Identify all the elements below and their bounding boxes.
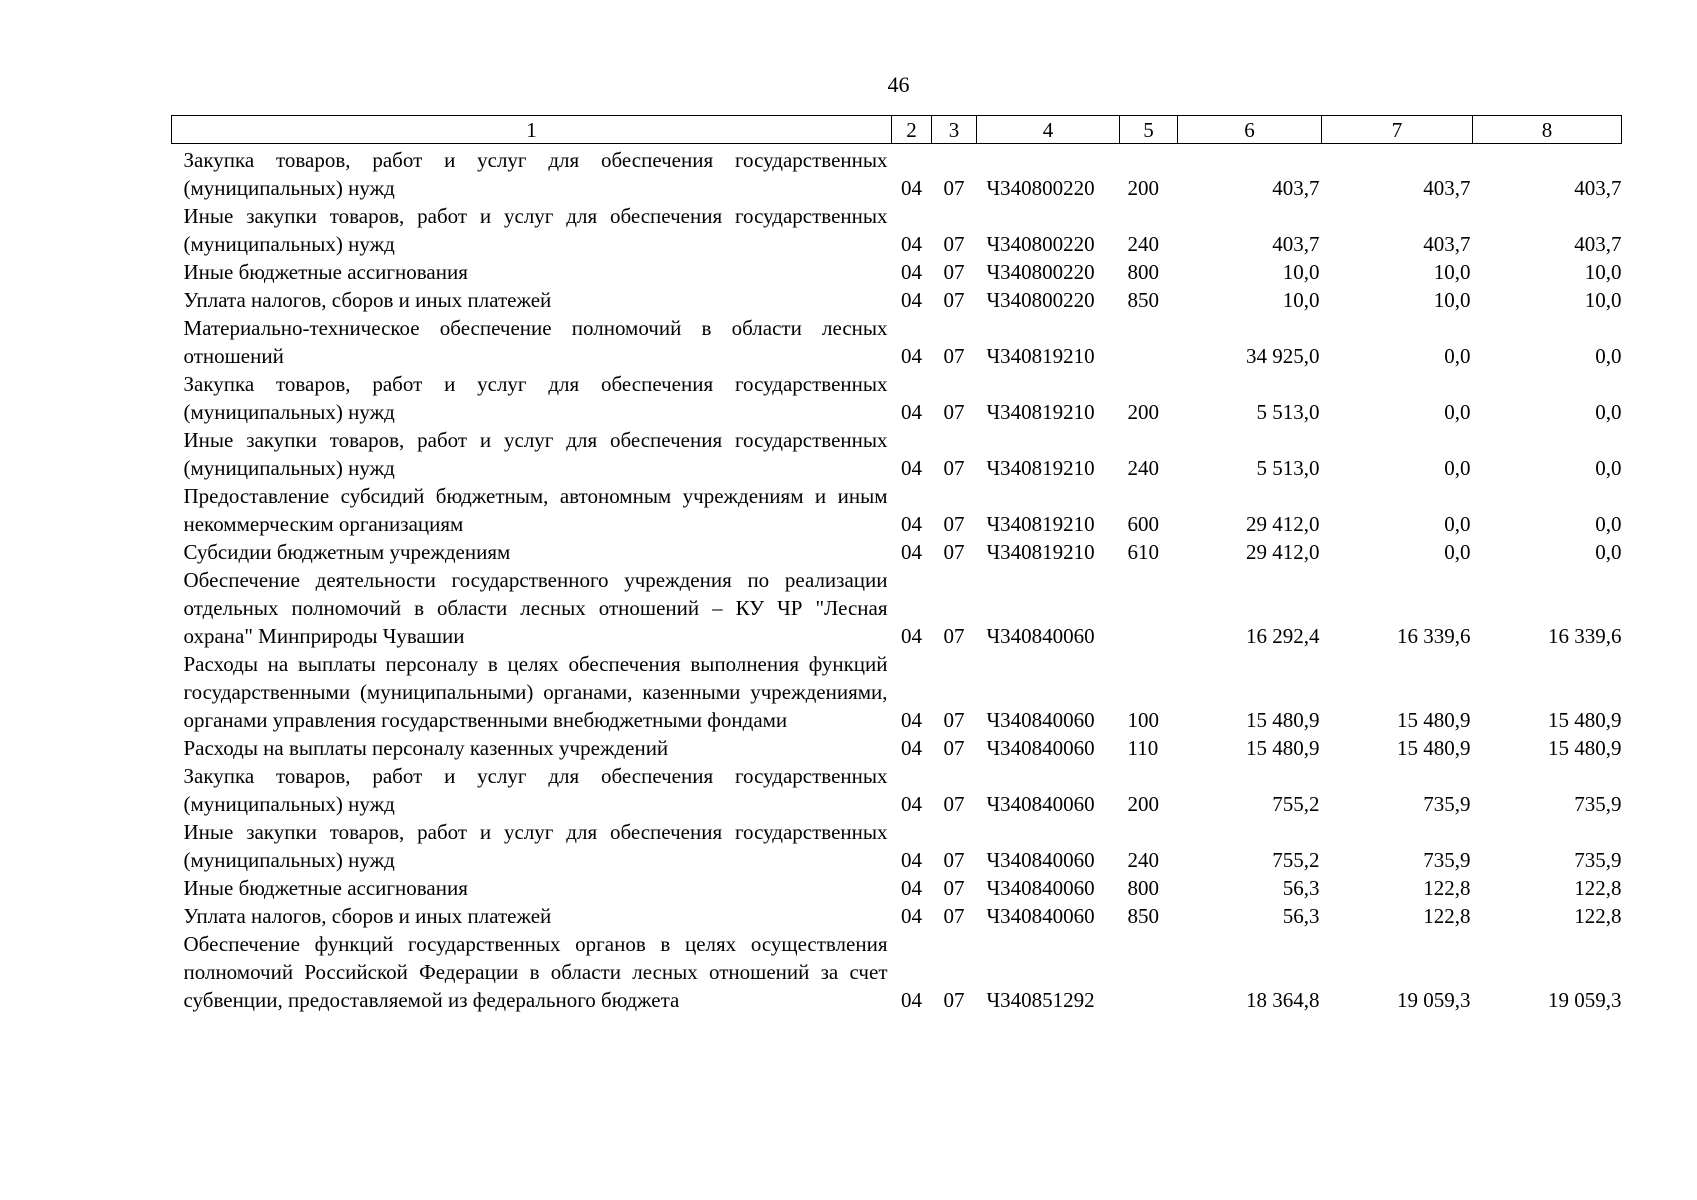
amount-column-6: 755,2 bbox=[1272, 792, 1320, 816]
section-code: 04 bbox=[901, 456, 922, 480]
subsection-code: 07 bbox=[943, 792, 965, 816]
expense-type-code: 800 bbox=[1127, 876, 1159, 900]
expense-type-code: 100 bbox=[1127, 708, 1159, 732]
row-description: Обеспечение функций государственных органов в целях осуществления полномочий Российской Федерации в области лесных отношений за счет субвенции, предоставляемой из федерального бюджета bbox=[183, 932, 888, 1012]
amount-column-8: 0,0 bbox=[1595, 456, 1622, 480]
section-code: 04 bbox=[901, 400, 922, 424]
amount-column-7: 403,7 bbox=[1423, 176, 1471, 200]
budget-table bbox=[171, 115, 1622, 1014]
row-description: Обеспечение деятельности государственного учреждения по реализации отдельных полномочий в области лесных отношений – КУ ЧР "Лесная охрана" Минприроды Чувашии bbox=[183, 568, 888, 648]
amount-column-7: 0,0 bbox=[1444, 540, 1471, 564]
amount-column-6: 56,3 bbox=[1282, 904, 1320, 928]
amount-column-7: 0,0 bbox=[1444, 456, 1471, 480]
expense-type-code: 600 bbox=[1127, 512, 1159, 536]
row-description: Иные закупки товаров, работ и услуг для обеспечения государственных (муниципальных) нужд bbox=[183, 204, 888, 256]
section-code: 04 bbox=[901, 344, 922, 368]
subsection-code: 07 bbox=[943, 540, 965, 564]
amount-column-8: 0,0 bbox=[1595, 512, 1622, 536]
target-article-code: Ч340840060 bbox=[986, 736, 1095, 760]
target-article-code: Ч340840060 bbox=[986, 792, 1095, 816]
target-article-code: Ч340840060 bbox=[986, 904, 1095, 928]
table-row bbox=[172, 734, 1622, 762]
subsection-code: 07 bbox=[943, 288, 965, 312]
section-code: 04 bbox=[901, 624, 922, 648]
target-article-code: Ч340800220 bbox=[986, 232, 1095, 256]
subsection-code: 07 bbox=[943, 176, 965, 200]
target-article-code: Ч340819210 bbox=[986, 512, 1095, 536]
amount-column-7: 735,9 bbox=[1423, 848, 1471, 872]
row-description: Субсидии бюджетным учреждениям bbox=[183, 540, 511, 564]
row-description: Предоставление субсидий бюджетным, автономным учреждениям и иным некоммерческим организациям bbox=[183, 484, 888, 536]
target-article-code: Ч340800220 bbox=[986, 288, 1095, 312]
amount-column-8: 10,0 bbox=[1584, 260, 1622, 284]
table-row bbox=[172, 930, 1622, 1014]
expense-type-code: 200 bbox=[1127, 176, 1159, 200]
table-row bbox=[172, 762, 1622, 818]
table-row bbox=[172, 426, 1622, 482]
target-article-code: Ч340800220 bbox=[986, 260, 1095, 284]
table-row bbox=[172, 482, 1622, 538]
row-description: Закупка товаров, работ и услуг для обеспечения государственных (муниципальных) нужд bbox=[183, 372, 888, 424]
amount-column-8: 15 480,9 bbox=[1548, 708, 1622, 732]
target-article-code: Ч340819210 bbox=[986, 344, 1095, 368]
section-code: 04 bbox=[901, 792, 922, 816]
amount-column-6: 29 412,0 bbox=[1246, 540, 1320, 564]
section-code: 04 bbox=[901, 708, 922, 732]
amount-column-7: 19 059,3 bbox=[1397, 988, 1471, 1012]
section-code: 04 bbox=[901, 904, 922, 928]
subsection-code: 07 bbox=[943, 736, 965, 760]
expense-type-code: 200 bbox=[1127, 792, 1159, 816]
amount-column-6: 56,3 bbox=[1282, 876, 1320, 900]
amount-column-7: 10,0 bbox=[1433, 260, 1471, 284]
row-description: Иные закупки товаров, работ и услуг для обеспечения государственных (муниципальных) нужд bbox=[183, 428, 888, 480]
table-row bbox=[172, 818, 1622, 874]
table-row bbox=[172, 202, 1622, 258]
target-article-code: Ч340851292 bbox=[986, 988, 1095, 1012]
amount-column-8: 0,0 bbox=[1595, 400, 1622, 424]
expense-type-code: 850 bbox=[1127, 288, 1159, 312]
column-header: 8 bbox=[1473, 116, 1622, 144]
amount-column-8: 122,8 bbox=[1574, 904, 1622, 928]
row-description: Расходы на выплаты персоналу в целях обеспечения выполнения функций государственными (муниципальными) органами, казенными учреждениями, органами управления государственными внебюджетными фондами bbox=[183, 652, 888, 732]
amount-column-6: 755,2 bbox=[1272, 848, 1320, 872]
row-description: Уплата налогов, сборов и иных платежей bbox=[183, 288, 552, 312]
row-description: Уплата налогов, сборов и иных платежей bbox=[183, 904, 552, 928]
section-code: 04 bbox=[901, 736, 922, 760]
table-row bbox=[172, 902, 1622, 930]
expense-type-code bbox=[1120, 314, 1178, 370]
amount-column-8: 735,9 bbox=[1574, 792, 1622, 816]
amount-column-8: 735,9 bbox=[1574, 848, 1622, 872]
amount-column-6: 5 513,0 bbox=[1256, 456, 1320, 480]
expense-type-code: 110 bbox=[1127, 736, 1159, 760]
column-header: 1 bbox=[172, 116, 892, 144]
subsection-code: 07 bbox=[943, 904, 965, 928]
target-article-code: Ч340840060 bbox=[986, 624, 1095, 648]
expense-type-code: 800 bbox=[1127, 260, 1159, 284]
amount-column-7: 0,0 bbox=[1444, 400, 1471, 424]
amount-column-8: 19 059,3 bbox=[1548, 988, 1622, 1012]
budget-sheet bbox=[171, 115, 1621, 1014]
table-row bbox=[172, 538, 1622, 566]
target-article-code: Ч340819210 bbox=[986, 400, 1095, 424]
target-article-code: Ч340840060 bbox=[986, 708, 1095, 732]
amount-column-7: 0,0 bbox=[1444, 512, 1471, 536]
column-header: 5 bbox=[1120, 116, 1178, 144]
table-row bbox=[172, 258, 1622, 286]
table-row bbox=[172, 874, 1622, 902]
amount-column-8: 15 480,9 bbox=[1548, 736, 1622, 760]
expense-type-code bbox=[1120, 930, 1178, 1014]
column-header: 6 bbox=[1178, 116, 1322, 144]
expense-type-code: 240 bbox=[1127, 848, 1159, 872]
section-code: 04 bbox=[901, 176, 922, 200]
amount-column-6: 403,7 bbox=[1272, 232, 1320, 256]
subsection-code: 07 bbox=[943, 988, 965, 1012]
page-number: 46 bbox=[887, 72, 910, 97]
expense-type-code: 610 bbox=[1127, 540, 1159, 564]
table-row bbox=[172, 566, 1622, 650]
amount-column-6: 15 480,9 bbox=[1246, 708, 1320, 732]
amount-column-6: 29 412,0 bbox=[1246, 512, 1320, 536]
amount-column-8: 10,0 bbox=[1584, 288, 1622, 312]
target-article-code: Ч340840060 bbox=[986, 876, 1095, 900]
amount-column-8: 122,8 bbox=[1574, 876, 1622, 900]
amount-column-7: 10,0 bbox=[1433, 288, 1471, 312]
expense-type-code: 240 bbox=[1127, 456, 1159, 480]
amount-column-7: 16 339,6 bbox=[1397, 624, 1471, 648]
subsection-code: 07 bbox=[943, 624, 965, 648]
amount-column-8: 403,7 bbox=[1574, 232, 1622, 256]
row-description: Расходы на выплаты персоналу казенных учреждений bbox=[183, 736, 669, 760]
amount-column-6: 16 292,4 bbox=[1246, 624, 1320, 648]
target-article-code: Ч340800220 bbox=[986, 176, 1095, 200]
table-row bbox=[172, 370, 1622, 426]
section-code: 04 bbox=[901, 540, 922, 564]
column-header: 4 bbox=[977, 116, 1120, 144]
expense-type-code: 200 bbox=[1127, 400, 1159, 424]
section-code: 04 bbox=[901, 848, 922, 872]
subsection-code: 07 bbox=[943, 512, 965, 536]
subsection-code: 07 bbox=[943, 400, 965, 424]
amount-column-8: 0,0 bbox=[1595, 344, 1622, 368]
subsection-code: 07 bbox=[943, 232, 965, 256]
amount-column-7: 15 480,9 bbox=[1397, 736, 1471, 760]
table-body bbox=[172, 144, 1622, 1015]
row-description: Материально-техническое обеспечение полномочий в области лесных отношений bbox=[183, 316, 888, 368]
row-description: Иные бюджетные ассигнования bbox=[183, 876, 468, 900]
amount-column-6: 34 925,0 bbox=[1246, 344, 1320, 368]
amount-column-7: 15 480,9 bbox=[1397, 708, 1471, 732]
table-row bbox=[172, 144, 1622, 203]
row-description: Закупка товаров, работ и услуг для обеспечения государственных (муниципальных) нужд bbox=[183, 764, 888, 816]
amount-column-6: 10,0 bbox=[1282, 288, 1320, 312]
row-description: Иные бюджетные ассигнования bbox=[183, 260, 468, 284]
amount-column-8: 16 339,6 bbox=[1548, 624, 1622, 648]
column-header: 3 bbox=[932, 116, 977, 144]
subsection-code: 07 bbox=[943, 456, 965, 480]
column-header: 2 bbox=[892, 116, 932, 144]
column-number-row bbox=[172, 116, 1622, 144]
section-code: 04 bbox=[901, 288, 922, 312]
row-description: Закупка товаров, работ и услуг для обеспечения государственных (муниципальных) нужд bbox=[183, 148, 888, 200]
expense-type-code: 850 bbox=[1127, 904, 1159, 928]
section-code: 04 bbox=[901, 988, 922, 1012]
amount-column-6: 10,0 bbox=[1282, 260, 1320, 284]
section-code: 04 bbox=[901, 512, 922, 536]
subsection-code: 07 bbox=[943, 848, 965, 872]
section-code: 04 bbox=[901, 260, 922, 284]
table-row bbox=[172, 314, 1622, 370]
target-article-code: Ч340819210 bbox=[986, 540, 1095, 564]
table-row bbox=[172, 650, 1622, 734]
subsection-code: 07 bbox=[943, 876, 965, 900]
amount-column-6: 403,7 bbox=[1272, 176, 1320, 200]
amount-column-7: 122,8 bbox=[1423, 876, 1471, 900]
subsection-code: 07 bbox=[943, 260, 965, 284]
amount-column-7: 122,8 bbox=[1423, 904, 1471, 928]
target-article-code: Ч340819210 bbox=[986, 456, 1095, 480]
amount-column-8: 403,7 bbox=[1574, 176, 1622, 200]
section-code: 04 bbox=[901, 876, 922, 900]
target-article-code: Ч340840060 bbox=[986, 848, 1095, 872]
amount-column-6: 15 480,9 bbox=[1246, 736, 1320, 760]
row-description: Иные закупки товаров, работ и услуг для обеспечения государственных (муниципальных) нужд bbox=[183, 820, 888, 872]
subsection-code: 07 bbox=[943, 708, 965, 732]
subsection-code: 07 bbox=[943, 344, 965, 368]
amount-column-7: 735,9 bbox=[1423, 792, 1471, 816]
section-code: 04 bbox=[901, 232, 922, 256]
expense-type-code: 240 bbox=[1127, 232, 1159, 256]
amount-column-6: 18 364,8 bbox=[1246, 988, 1320, 1012]
amount-column-7: 0,0 bbox=[1444, 344, 1471, 368]
table-row bbox=[172, 286, 1622, 314]
expense-type-code bbox=[1120, 566, 1178, 650]
column-header: 7 bbox=[1322, 116, 1473, 144]
amount-column-8: 0,0 bbox=[1595, 540, 1622, 564]
amount-column-6: 5 513,0 bbox=[1256, 400, 1320, 424]
amount-column-7: 403,7 bbox=[1423, 232, 1471, 256]
